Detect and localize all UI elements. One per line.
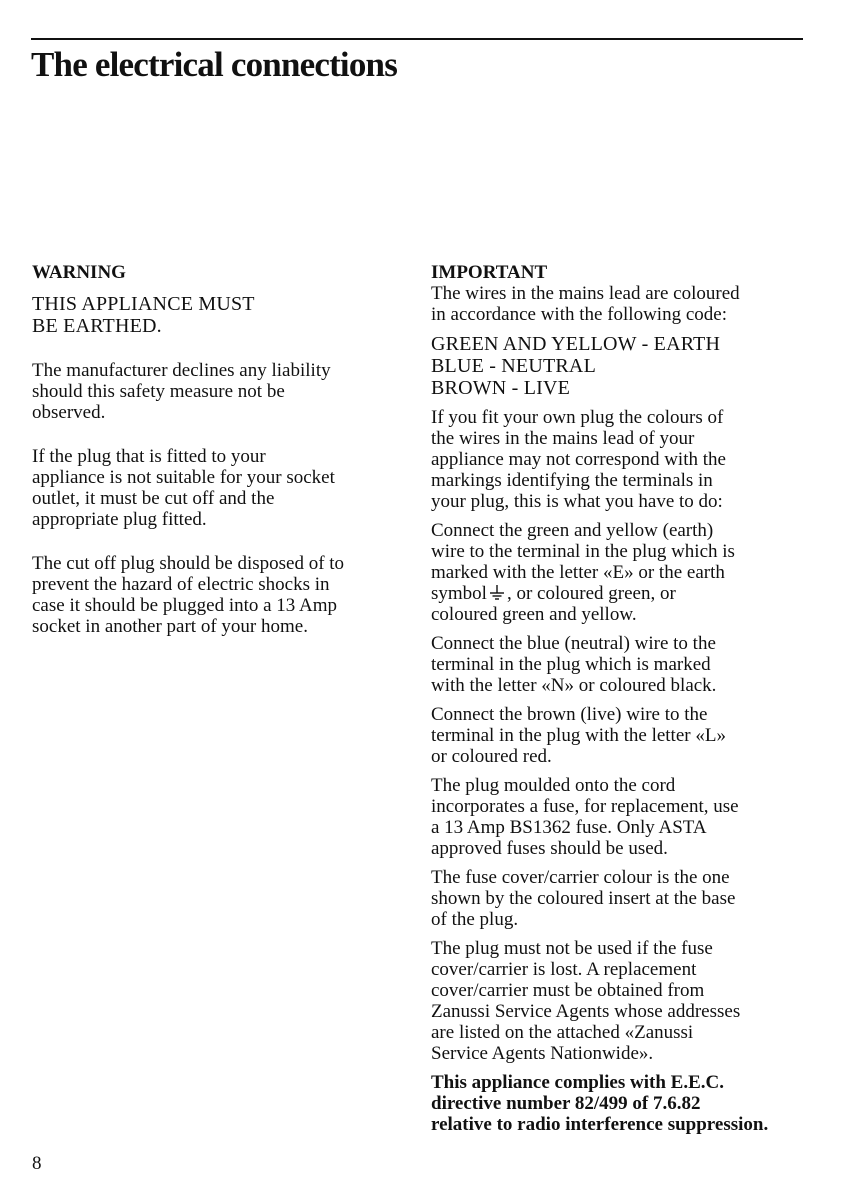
text-line: terminal in the plug with the letter «L» (431, 725, 726, 746)
text-line (431, 583, 809, 604)
text-line: of the plug. (431, 909, 519, 930)
text-line: appliance is not suitable for your socket (32, 467, 335, 488)
earth-wire-paragraph (431, 520, 809, 625)
text-line: GREEN AND YELLOW - EARTH (431, 333, 721, 355)
text-line: approved fuses should be used. (431, 838, 668, 859)
text-line: marked with the letter «E» or the earth (431, 562, 725, 583)
left-column (32, 262, 407, 637)
neutral-wire-paragraph (431, 633, 809, 696)
text-line: outlet, it must be cut off and the (32, 488, 275, 509)
liability-paragraph (32, 360, 407, 423)
important-heading: IMPORTANT (431, 262, 548, 283)
fuse-cover-paragraph (431, 867, 809, 930)
warning-heading: WARNING (32, 262, 126, 283)
page-title: The electrical connections (31, 45, 398, 84)
text-line: cover/carrier is lost. A replacement (431, 959, 697, 980)
text-line: markings identifying the terminals in (431, 470, 713, 491)
text-line: THIS APPLIANCE MUST (32, 293, 255, 315)
text-line: If you fit your own plug the colours of (431, 407, 724, 428)
text-line: The wires in the mains lead are coloured (431, 283, 740, 304)
text-line: Zanussi Service Agents whose addresses (431, 1001, 741, 1022)
text-line: The fuse cover/carrier colour is the one (431, 867, 730, 888)
text-line: Service Agents Nationwide». (431, 1043, 654, 1064)
text-line: BROWN - LIVE (431, 377, 571, 399)
text-line: If the plug that is fitted to your (32, 446, 266, 467)
text-line: Connect the blue (neutral) wire to the (431, 633, 716, 654)
cut-off-plug-paragraph (32, 553, 407, 637)
right-column (431, 262, 809, 1135)
text-line: socket in another part of your home. (32, 616, 308, 637)
header-rule (31, 38, 803, 40)
text-line: The plug moulded onto the cord (431, 775, 676, 796)
text-line: observed. (32, 402, 106, 423)
text-line: should this safety measure not be (32, 381, 285, 402)
text-line: Connect the green and yellow (earth) (431, 520, 714, 541)
text-line: BLUE - NEUTRAL (431, 355, 596, 377)
text-line: BE EARTHED. (32, 315, 162, 337)
text-line: wire to the terminal in the plug which is (431, 541, 735, 562)
text-line: appropriate plug fitted. (32, 509, 207, 530)
text-line: incorporates a fuse, for replacement, use (431, 796, 739, 817)
text-line: terminal in the plug which is marked (431, 654, 711, 675)
text-line: directive number 82/499 of 7.6.82 (431, 1093, 701, 1114)
text-line: The cut off plug should be disposed of to (32, 553, 345, 574)
wire-colour-code (431, 333, 809, 399)
text-line: relative to radio interference suppression. (431, 1114, 769, 1135)
plug-unsuitable-paragraph (32, 446, 407, 530)
text-line: a 13 Amp BS1362 fuse. Only ASTA (431, 817, 707, 838)
text-line: are listed on the attached «Zanussi (431, 1022, 694, 1043)
text-line: appliance may not correspond with the (431, 449, 726, 470)
lost-cover-paragraph (431, 938, 809, 1064)
fit-own-plug-paragraph (431, 407, 809, 512)
wire-code-intro (431, 283, 809, 325)
text-line: with the letter «N» or coloured black. (431, 675, 717, 696)
live-wire-paragraph (431, 704, 809, 767)
earthing-warning (32, 293, 407, 337)
text-line: The manufacturer declines any liability (32, 360, 331, 381)
text-line: or coloured red. (431, 746, 552, 767)
eec-compliance-note (431, 1072, 809, 1135)
text-line: This appliance complies with E.E.C. (431, 1072, 724, 1093)
earth-symbol-icon (489, 584, 505, 602)
text-line: Connect the brown (live) wire to the (431, 704, 708, 725)
symbol-continuation: , or coloured green, or (506, 583, 676, 604)
text-line: cover/carrier must be obtained from (431, 980, 705, 1001)
text-line: prevent the hazard of electric shocks in (32, 574, 330, 595)
text-line: in accordance with the following code: (431, 304, 727, 325)
page-number: 8 (32, 1153, 42, 1174)
text-line: The plug must not be used if the fuse (431, 938, 713, 959)
text-line: case it should be plugged into a 13 Amp (32, 595, 338, 616)
text-line: the wires in the mains lead of your (431, 428, 695, 449)
text-line: coloured green and yellow. (431, 604, 637, 625)
text-line: your plug, this is what you have to do: (431, 491, 723, 512)
symbol-word: symbol (431, 583, 487, 604)
fuse-paragraph (431, 775, 809, 859)
text-line: shown by the coloured insert at the base (431, 888, 736, 909)
